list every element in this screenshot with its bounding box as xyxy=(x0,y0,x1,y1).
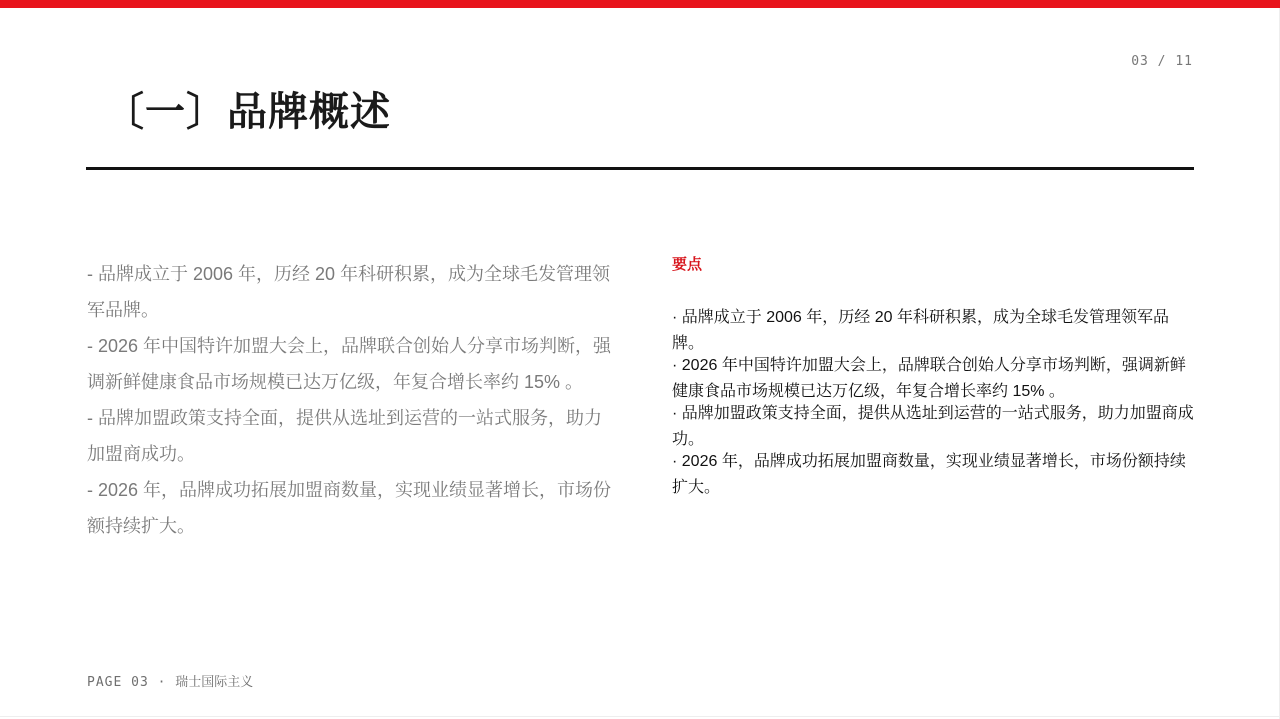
keypoints-panel xyxy=(672,256,1196,497)
body-text xyxy=(87,256,617,544)
top-accent-bar xyxy=(0,0,1280,8)
keypoints-label: 要点 xyxy=(672,256,703,273)
page-indicator: 03 / 11 xyxy=(1131,54,1193,69)
body-paragraph: - 2026 年，品牌成功拓展加盟商数量，实现业绩显著增长，市场份额持续扩大。 xyxy=(87,480,612,536)
page-title: 〔一〕品牌概述 xyxy=(104,90,391,134)
keypoint-item: · 2026 年中国特许加盟大会上，品牌联合创始人分享市场判断，强调新鲜健康食品市场规模已达万亿级，年复合增长率约 15% 。 xyxy=(672,357,1186,400)
footer xyxy=(87,671,253,690)
keypoints-list xyxy=(672,305,1196,501)
body-paragraph: - 2026 年中国特许加盟大会上，品牌联合创始人分享市场判断，强调新鲜健康食品市场规模已达万亿级，年复合增长率约 15% 。 xyxy=(87,336,612,392)
footer-page-label: PAGE 03 · xyxy=(87,675,176,690)
bottom-edge-line xyxy=(0,716,1280,717)
keypoint-item: · 品牌成立于 2006 年，历经 20 年科研积累，成为全球毛发管理领军品牌。 xyxy=(672,309,1169,352)
keypoint-item: · 品牌加盟政策支持全面，提供从选址到运营的一站式服务，助力加盟商成功。 xyxy=(672,405,1194,448)
body-paragraph: - 品牌加盟政策支持全面，提供从选址到运营的一站式服务，助力加盟商成功。 xyxy=(87,408,602,464)
keypoint-item: · 2026 年，品牌成功拓展加盟商数量，实现业绩显著增长，市场份额持续扩大。 xyxy=(672,453,1186,496)
footer-brand: 瑞士国际主义 xyxy=(175,674,254,689)
title-divider xyxy=(86,167,1194,170)
body-paragraph: - 品牌成立于 2006 年，历经 20 年科研积累，成为全球毛发管理领军品牌。 xyxy=(87,264,611,320)
